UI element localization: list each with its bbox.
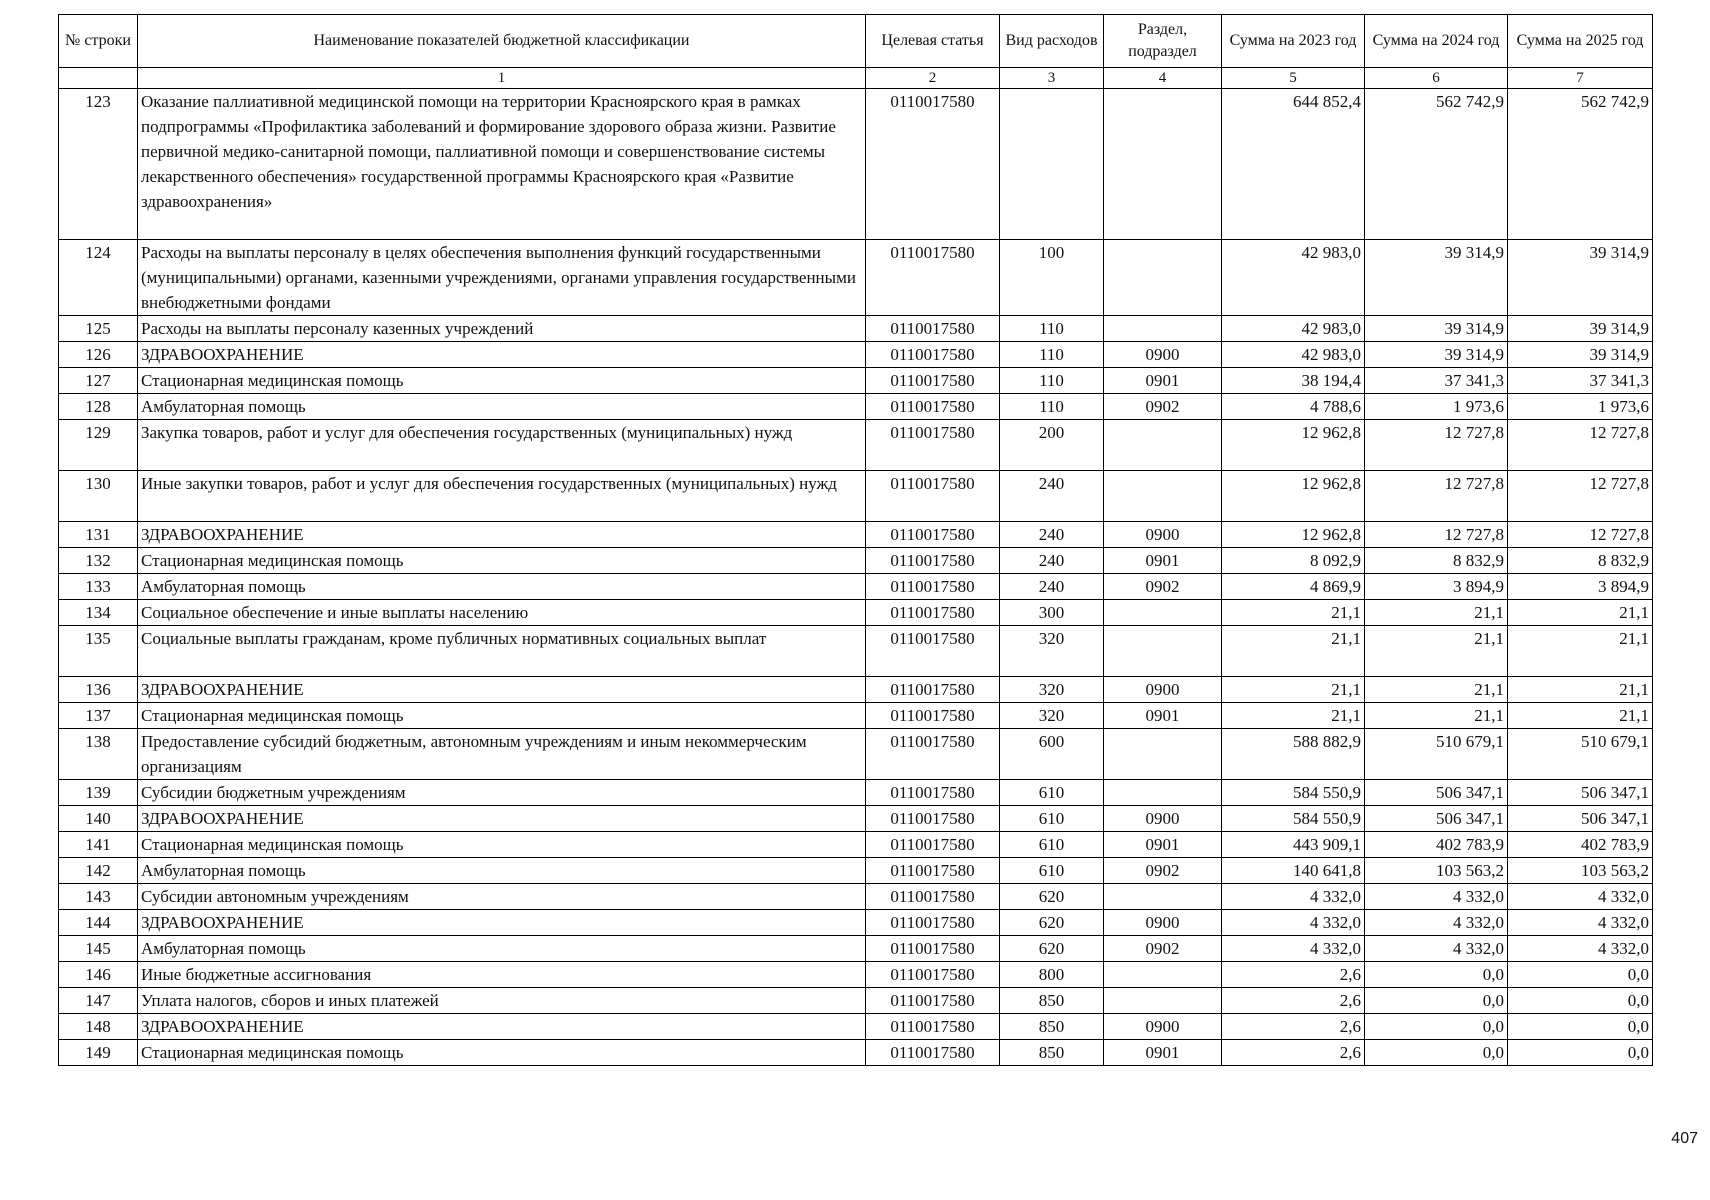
table-row	[59, 884, 1653, 910]
row-expense-type: 610	[1000, 806, 1104, 832]
row-target-article: 0110017580	[866, 240, 1000, 316]
row-number: 132	[59, 548, 138, 574]
row-section: 0901	[1104, 832, 1222, 858]
table-row	[59, 988, 1653, 1014]
row-target-article: 0110017580	[866, 1014, 1000, 1040]
row-expense-type: 200	[1000, 420, 1104, 471]
row-section	[1104, 988, 1222, 1014]
column-number: 5	[1222, 68, 1365, 89]
row-expense-type: 850	[1000, 988, 1104, 1014]
table-row	[59, 832, 1653, 858]
row-sum-2025: 0,0	[1508, 1040, 1653, 1066]
row-name: Расходы на выплаты персоналу в целях обеспечения выполнения функций государственными (муниципальными) органами, казенными учреждениями, органами управления государственными внебюджетными фондами	[138, 240, 866, 316]
row-sum-2023: 8 092,9	[1222, 548, 1365, 574]
row-sum-2024: 21,1	[1365, 677, 1508, 703]
row-expense-type: 300	[1000, 600, 1104, 626]
row-section: 0901	[1104, 548, 1222, 574]
row-sum-2024: 506 347,1	[1365, 780, 1508, 806]
row-sum-2024: 21,1	[1365, 703, 1508, 729]
row-section: 0901	[1104, 368, 1222, 394]
row-sum-2023: 2,6	[1222, 962, 1365, 988]
row-section	[1104, 600, 1222, 626]
row-sum-2025: 39 314,9	[1508, 240, 1653, 316]
table-body	[59, 89, 1653, 1066]
row-target-article: 0110017580	[866, 342, 1000, 368]
row-name: ЗДРАВООХРАНЕНИЕ	[138, 1014, 866, 1040]
row-expense-type: 240	[1000, 548, 1104, 574]
row-target-article: 0110017580	[866, 394, 1000, 420]
row-section: 0900	[1104, 522, 1222, 548]
row-name: Расходы на выплаты персоналу казенных учреждений	[138, 316, 866, 342]
row-section: 0900	[1104, 677, 1222, 703]
row-sum-2025: 402 783,9	[1508, 832, 1653, 858]
row-target-article: 0110017580	[866, 806, 1000, 832]
row-sum-2024: 103 563,2	[1365, 858, 1508, 884]
row-sum-2023: 21,1	[1222, 600, 1365, 626]
page-number: 407	[1671, 1130, 1698, 1147]
row-number: 145	[59, 936, 138, 962]
table-row	[59, 240, 1653, 316]
row-sum-2025: 510 679,1	[1508, 729, 1653, 780]
row-target-article: 0110017580	[866, 626, 1000, 677]
row-name: Амбулаторная помощь	[138, 394, 866, 420]
row-name: Предоставление субсидий бюджетным, автономным учреждениям и иным некоммерческим организациям	[138, 729, 866, 780]
row-sum-2025: 4 332,0	[1508, 910, 1653, 936]
table-row	[59, 729, 1653, 780]
column-number: 3	[1000, 68, 1104, 89]
row-sum-2023: 42 983,0	[1222, 316, 1365, 342]
row-sum-2024: 39 314,9	[1365, 316, 1508, 342]
row-section	[1104, 729, 1222, 780]
row-sum-2024: 0,0	[1365, 988, 1508, 1014]
row-target-article: 0110017580	[866, 316, 1000, 342]
column-number: 6	[1365, 68, 1508, 89]
row-sum-2023: 2,6	[1222, 1014, 1365, 1040]
row-sum-2025: 39 314,9	[1508, 316, 1653, 342]
row-section: 0902	[1104, 858, 1222, 884]
row-target-article: 0110017580	[866, 677, 1000, 703]
row-number: 147	[59, 988, 138, 1014]
row-target-article: 0110017580	[866, 962, 1000, 988]
row-sum-2025: 562 742,9	[1508, 89, 1653, 240]
row-target-article: 0110017580	[866, 988, 1000, 1014]
table-row	[59, 858, 1653, 884]
table-row	[59, 522, 1653, 548]
row-sum-2025: 21,1	[1508, 626, 1653, 677]
row-name: Субсидии автономным учреждениям	[138, 884, 866, 910]
row-section: 0902	[1104, 574, 1222, 600]
row-expense-type: 610	[1000, 832, 1104, 858]
row-sum-2024: 402 783,9	[1365, 832, 1508, 858]
row-target-article: 0110017580	[866, 600, 1000, 626]
row-section: 0901	[1104, 1040, 1222, 1066]
row-section	[1104, 420, 1222, 471]
table-row	[59, 1014, 1653, 1040]
row-sum-2023: 38 194,4	[1222, 368, 1365, 394]
row-sum-2025: 0,0	[1508, 962, 1653, 988]
row-number: 127	[59, 368, 138, 394]
row-sum-2024: 510 679,1	[1365, 729, 1508, 780]
header-exp-type: Вид расходов	[1000, 15, 1104, 68]
row-target-article: 0110017580	[866, 910, 1000, 936]
table-header	[59, 15, 1653, 89]
row-name: ЗДРАВООХРАНЕНИЕ	[138, 806, 866, 832]
row-target-article: 0110017580	[866, 703, 1000, 729]
row-target-article: 0110017580	[866, 884, 1000, 910]
row-sum-2025: 4 332,0	[1508, 884, 1653, 910]
row-number: 149	[59, 1040, 138, 1066]
column-number-row	[59, 68, 1653, 89]
table-row	[59, 574, 1653, 600]
column-number	[59, 68, 138, 89]
row-target-article: 0110017580	[866, 368, 1000, 394]
row-expense-type: 320	[1000, 703, 1104, 729]
row-sum-2025: 12 727,8	[1508, 420, 1653, 471]
row-sum-2023: 12 962,8	[1222, 522, 1365, 548]
row-number: 140	[59, 806, 138, 832]
row-sum-2023: 42 983,0	[1222, 342, 1365, 368]
row-number: 144	[59, 910, 138, 936]
row-sum-2025: 37 341,3	[1508, 368, 1653, 394]
row-section: 0900	[1104, 342, 1222, 368]
row-expense-type: 620	[1000, 936, 1104, 962]
table-row	[59, 342, 1653, 368]
row-expense-type: 850	[1000, 1040, 1104, 1066]
row-sum-2024: 4 332,0	[1365, 936, 1508, 962]
row-expense-type: 240	[1000, 471, 1104, 522]
row-sum-2024: 37 341,3	[1365, 368, 1508, 394]
row-number: 137	[59, 703, 138, 729]
row-expense-type: 110	[1000, 316, 1104, 342]
table-row	[59, 420, 1653, 471]
row-sum-2023: 2,6	[1222, 988, 1365, 1014]
table-row	[59, 780, 1653, 806]
row-target-article: 0110017580	[866, 832, 1000, 858]
header-row	[59, 15, 1653, 68]
row-number: 131	[59, 522, 138, 548]
row-expense-type: 620	[1000, 884, 1104, 910]
column-number: 7	[1508, 68, 1653, 89]
row-target-article: 0110017580	[866, 522, 1000, 548]
row-name: ЗДРАВООХРАНЕНИЕ	[138, 910, 866, 936]
row-number: 142	[59, 858, 138, 884]
row-target-article: 0110017580	[866, 729, 1000, 780]
row-sum-2023: 4 332,0	[1222, 910, 1365, 936]
row-expense-type: 850	[1000, 1014, 1104, 1040]
row-name: Амбулаторная помощь	[138, 936, 866, 962]
table-row	[59, 910, 1653, 936]
header-row-no: № строки	[59, 15, 138, 68]
row-sum-2024: 12 727,8	[1365, 471, 1508, 522]
row-section	[1104, 471, 1222, 522]
row-number: 146	[59, 962, 138, 988]
row-sum-2025: 21,1	[1508, 703, 1653, 729]
table-row	[59, 548, 1653, 574]
row-number: 124	[59, 240, 138, 316]
row-name: Амбулаторная помощь	[138, 574, 866, 600]
table-row	[59, 316, 1653, 342]
row-sum-2024: 0,0	[1365, 1040, 1508, 1066]
row-sum-2024: 506 347,1	[1365, 806, 1508, 832]
row-expense-type: 610	[1000, 780, 1104, 806]
row-sum-2023: 42 983,0	[1222, 240, 1365, 316]
row-section	[1104, 884, 1222, 910]
row-target-article: 0110017580	[866, 420, 1000, 471]
row-section: 0900	[1104, 806, 1222, 832]
row-section: 0900	[1104, 1014, 1222, 1040]
table-row	[59, 89, 1653, 240]
row-name: Социальное обеспечение и иные выплаты населению	[138, 600, 866, 626]
row-expense-type: 110	[1000, 394, 1104, 420]
row-sum-2023: 4 869,9	[1222, 574, 1365, 600]
row-expense-type: 320	[1000, 626, 1104, 677]
row-expense-type: 320	[1000, 677, 1104, 703]
table-row	[59, 962, 1653, 988]
row-number: 125	[59, 316, 138, 342]
row-number: 134	[59, 600, 138, 626]
row-sum-2023: 588 882,9	[1222, 729, 1365, 780]
row-sum-2025: 0,0	[1508, 1014, 1653, 1040]
row-name: Стационарная медицинская помощь	[138, 1040, 866, 1066]
row-sum-2025: 21,1	[1508, 677, 1653, 703]
row-section	[1104, 626, 1222, 677]
row-name: Стационарная медицинская помощь	[138, 832, 866, 858]
row-name: Стационарная медицинская помощь	[138, 548, 866, 574]
table-row	[59, 806, 1653, 832]
row-number: 135	[59, 626, 138, 677]
row-sum-2025: 12 727,8	[1508, 522, 1653, 548]
row-sum-2023: 4 332,0	[1222, 884, 1365, 910]
row-name: Стационарная медицинская помощь	[138, 368, 866, 394]
row-number: 130	[59, 471, 138, 522]
row-sum-2023: 584 550,9	[1222, 806, 1365, 832]
row-expense-type	[1000, 89, 1104, 240]
row-section	[1104, 89, 1222, 240]
row-sum-2023: 21,1	[1222, 703, 1365, 729]
row-name: Субсидии бюджетным учреждениям	[138, 780, 866, 806]
table-row	[59, 368, 1653, 394]
row-sum-2023: 4 788,6	[1222, 394, 1365, 420]
table-row	[59, 1040, 1653, 1066]
row-number: 136	[59, 677, 138, 703]
row-section	[1104, 780, 1222, 806]
row-sum-2023: 4 332,0	[1222, 936, 1365, 962]
row-expense-type: 100	[1000, 240, 1104, 316]
row-sum-2023: 21,1	[1222, 677, 1365, 703]
header-section: Раздел, подраздел	[1104, 15, 1222, 68]
row-expense-type: 600	[1000, 729, 1104, 780]
row-sum-2023: 12 962,8	[1222, 471, 1365, 522]
row-target-article: 0110017580	[866, 936, 1000, 962]
row-number: 148	[59, 1014, 138, 1040]
header-target: Целевая статья	[866, 15, 1000, 68]
row-expense-type: 240	[1000, 574, 1104, 600]
row-sum-2024: 21,1	[1365, 626, 1508, 677]
row-sum-2024: 39 314,9	[1365, 342, 1508, 368]
row-name: Стационарная медицинская помощь	[138, 703, 866, 729]
row-name: Амбулаторная помощь	[138, 858, 866, 884]
row-expense-type: 620	[1000, 910, 1104, 936]
row-sum-2025: 8 832,9	[1508, 548, 1653, 574]
table-row	[59, 394, 1653, 420]
column-number: 2	[866, 68, 1000, 89]
row-target-article: 0110017580	[866, 548, 1000, 574]
row-number: 139	[59, 780, 138, 806]
row-target-article: 0110017580	[866, 89, 1000, 240]
row-sum-2024: 1 973,6	[1365, 394, 1508, 420]
row-number: 133	[59, 574, 138, 600]
row-sum-2024: 12 727,8	[1365, 420, 1508, 471]
row-sum-2024: 39 314,9	[1365, 240, 1508, 316]
table-row	[59, 471, 1653, 522]
row-section	[1104, 316, 1222, 342]
row-number: 143	[59, 884, 138, 910]
row-expense-type: 610	[1000, 858, 1104, 884]
row-target-article: 0110017580	[866, 471, 1000, 522]
row-name: Оказание паллиативной медицинской помощи на территории Красноярского края в рамках подпрограммы «Профилактика заболеваний и формирование здорового образа жизни. Развитие первичной медико-санитарной помощи, паллиативной помощи и совершенствование системы лекарственного обеспечения» государственной программы Красноярского края «Развитие здравоохранения»	[138, 89, 866, 240]
row-target-article: 0110017580	[866, 858, 1000, 884]
row-number: 126	[59, 342, 138, 368]
header-name: Наименование показателей бюджетной классификации	[138, 15, 866, 68]
row-name: Иные бюджетные ассигнования	[138, 962, 866, 988]
row-sum-2025: 1 973,6	[1508, 394, 1653, 420]
row-target-article: 0110017580	[866, 1040, 1000, 1066]
row-target-article: 0110017580	[866, 780, 1000, 806]
row-section: 0902	[1104, 936, 1222, 962]
row-number: 141	[59, 832, 138, 858]
row-sum-2024: 0,0	[1365, 962, 1508, 988]
row-number: 128	[59, 394, 138, 420]
row-sum-2025: 12 727,8	[1508, 471, 1653, 522]
row-sum-2023: 644 852,4	[1222, 89, 1365, 240]
row-sum-2024: 21,1	[1365, 600, 1508, 626]
table-row	[59, 703, 1653, 729]
row-sum-2024: 3 894,9	[1365, 574, 1508, 600]
row-sum-2023: 2,6	[1222, 1040, 1365, 1066]
table-row	[59, 626, 1653, 677]
row-expense-type: 110	[1000, 368, 1104, 394]
header-sum-2023: Сумма на 2023 год	[1222, 15, 1365, 68]
row-name: Закупка товаров, работ и услуг для обеспечения государственных (муниципальных) нужд	[138, 420, 866, 471]
row-name: ЗДРАВООХРАНЕНИЕ	[138, 522, 866, 548]
row-sum-2025: 103 563,2	[1508, 858, 1653, 884]
table-row	[59, 677, 1653, 703]
row-name: Уплата налогов, сборов и иных платежей	[138, 988, 866, 1014]
row-sum-2025: 506 347,1	[1508, 780, 1653, 806]
row-name: ЗДРАВООХРАНЕНИЕ	[138, 677, 866, 703]
row-name: Социальные выплаты гражданам, кроме публичных нормативных социальных выплат	[138, 626, 866, 677]
column-number: 4	[1104, 68, 1222, 89]
row-sum-2024: 4 332,0	[1365, 910, 1508, 936]
row-sum-2025: 0,0	[1508, 988, 1653, 1014]
column-number: 1	[138, 68, 866, 89]
row-section	[1104, 962, 1222, 988]
row-sum-2023: 12 962,8	[1222, 420, 1365, 471]
row-number: 129	[59, 420, 138, 471]
row-sum-2024: 562 742,9	[1365, 89, 1508, 240]
row-number: 123	[59, 89, 138, 240]
row-sum-2025: 39 314,9	[1508, 342, 1653, 368]
row-sum-2024: 4 332,0	[1365, 884, 1508, 910]
row-section: 0901	[1104, 703, 1222, 729]
table-row	[59, 600, 1653, 626]
row-sum-2024: 8 832,9	[1365, 548, 1508, 574]
row-name: Иные закупки товаров, работ и услуг для обеспечения государственных (муниципальных) нужд	[138, 471, 866, 522]
row-expense-type: 800	[1000, 962, 1104, 988]
row-sum-2025: 4 332,0	[1508, 936, 1653, 962]
row-sum-2024: 12 727,8	[1365, 522, 1508, 548]
row-expense-type: 240	[1000, 522, 1104, 548]
header-sum-2024: Сумма на 2024 год	[1365, 15, 1508, 68]
row-expense-type: 110	[1000, 342, 1104, 368]
table-row	[59, 936, 1653, 962]
row-target-article: 0110017580	[866, 574, 1000, 600]
row-sum-2025: 21,1	[1508, 600, 1653, 626]
row-sum-2025: 506 347,1	[1508, 806, 1653, 832]
row-name: ЗДРАВООХРАНЕНИЕ	[138, 342, 866, 368]
header-sum-2025: Сумма на 2025 год	[1508, 15, 1653, 68]
row-sum-2023: 140 641,8	[1222, 858, 1365, 884]
row-sum-2024: 0,0	[1365, 1014, 1508, 1040]
row-number: 138	[59, 729, 138, 780]
row-section: 0900	[1104, 910, 1222, 936]
row-sum-2025: 3 894,9	[1508, 574, 1653, 600]
row-sum-2023: 21,1	[1222, 626, 1365, 677]
row-section	[1104, 240, 1222, 316]
row-sum-2023: 443 909,1	[1222, 832, 1365, 858]
budget-table	[58, 14, 1653, 1066]
row-section: 0902	[1104, 394, 1222, 420]
row-sum-2023: 584 550,9	[1222, 780, 1365, 806]
